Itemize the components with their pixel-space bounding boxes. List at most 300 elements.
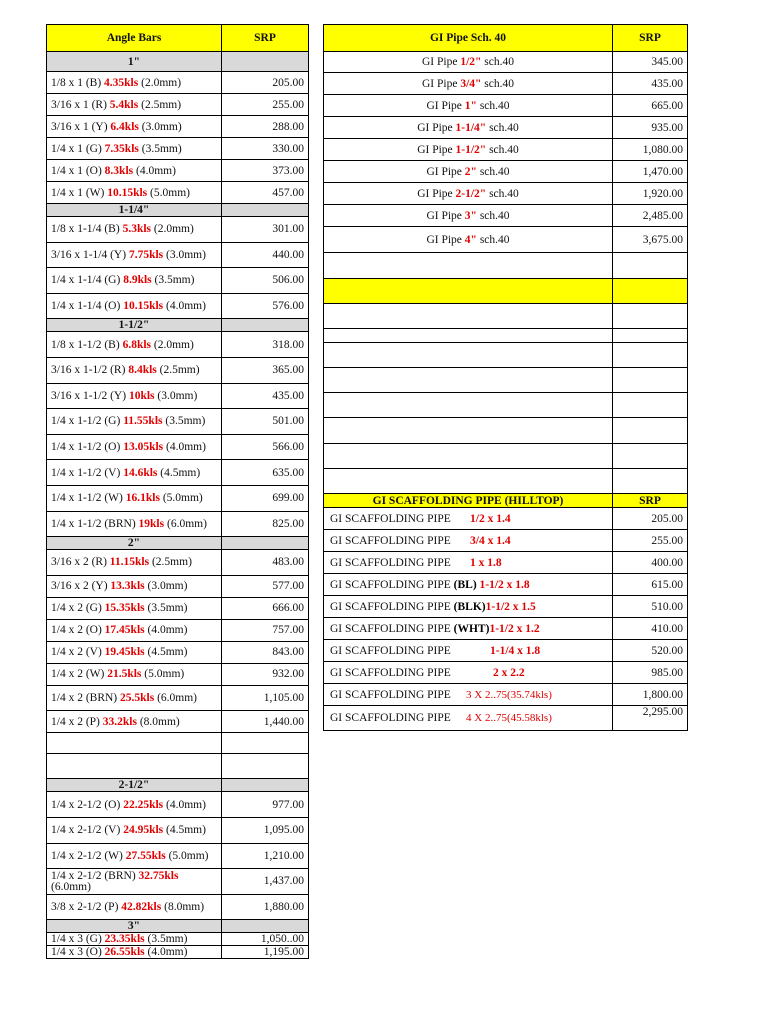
angle-bar-price: 365.00 <box>222 357 309 383</box>
angle-bar-desc <box>47 357 222 383</box>
angle-bar-price: 576.00 <box>222 293 309 319</box>
scaffold-name <box>330 689 470 701</box>
angle-bars-table <box>46 24 309 959</box>
blank-cell <box>47 754 222 779</box>
angle-size: 1/4 x 2-1/2 (BRN) <box>51 869 139 882</box>
angle-section-blank <box>222 779 309 792</box>
angle-size: 3/16 x 2 (R) <box>51 556 110 569</box>
angle-bar-desc <box>47 550 222 576</box>
scaffold-price: 985.00 <box>613 662 688 684</box>
angle-bar-desc <box>47 933 222 946</box>
scaffold-desc <box>324 640 613 662</box>
scaffold-label: GI SCAFFOLDING PIPE <box>330 600 454 613</box>
gi-pipe-desc <box>324 117 613 139</box>
angle-bar-price: 440.00 <box>222 242 309 268</box>
pipe-header-row <box>324 25 688 52</box>
angle-bar-row <box>47 268 309 294</box>
angle-bar-price: 1,210.00 <box>222 843 309 869</box>
pipe-label: GI Pipe <box>426 99 465 112</box>
angle-bar-desc <box>47 792 222 818</box>
angle-bar-row <box>47 242 309 268</box>
angle-weight: 17.45kls <box>104 624 145 637</box>
angle-thickness: (4.0mm) <box>144 624 188 637</box>
blank-cell <box>324 343 613 368</box>
blank-cell <box>613 418 688 444</box>
scaffold-row <box>324 662 688 684</box>
angle-bar-price: 1,440.00 <box>222 711 309 733</box>
scaffold-name <box>330 667 470 679</box>
scaffold-row <box>324 706 688 731</box>
scaffold-price: 1,800.00 <box>613 684 688 706</box>
angle-bar-row <box>47 946 309 959</box>
gi-pipe-price: 435.00 <box>613 73 688 95</box>
scaffold-size: 4 X 2..75(45.58kls) <box>466 712 552 724</box>
angle-size: 3/8 x 2-1/2 (P) <box>51 900 122 913</box>
pipe-schedule: sch.40 <box>481 77 515 90</box>
angle-weight: 10.15kls <box>123 300 164 313</box>
angle-bar-price: 373.00 <box>222 160 309 182</box>
angle-bar-row <box>47 894 309 920</box>
angle-section-title: 1-1/4" <box>47 204 222 217</box>
angle-weight: 13.05kls <box>123 441 164 454</box>
angle-bar-desc <box>47 685 222 711</box>
angle-weight: 8.9kls <box>123 274 152 287</box>
angle-size: 1/4 x 1-1/2 (W) <box>51 492 126 505</box>
scaffold-row <box>324 574 688 596</box>
angle-thickness: (2.5mm) <box>149 556 192 569</box>
angle-bar-row <box>47 94 309 116</box>
angle-size: 1/8 x 1-1/2 (B) <box>51 338 123 351</box>
angle-weight: 11.15kls <box>109 556 150 569</box>
angle-thickness: (5.0mm) <box>147 186 190 199</box>
gi-pipe-desc <box>324 52 613 73</box>
gi-pipe-row <box>324 161 688 183</box>
angle-section-title: 3" <box>47 920 222 933</box>
angle-bar-desc <box>47 242 222 268</box>
pipe-label: GI Pipe <box>417 143 456 156</box>
angle-thickness: (5.0mm) <box>141 668 185 681</box>
angle-bar-desc <box>47 894 222 920</box>
scaffold-size: 1 x 1.8 <box>470 556 502 569</box>
angle-size: 3/16 x 1 (Y) <box>51 120 111 133</box>
angle-bar-row <box>47 641 309 663</box>
scaffold-label: GI SCAFFOLDING PIPE <box>330 644 451 657</box>
angle-bar-row <box>47 357 309 383</box>
scaffold-size: 1-1/2 x 1.2 <box>489 622 540 635</box>
angle-thickness: (4.5mm) <box>157 466 201 479</box>
scaffold-desc <box>324 596 613 618</box>
scaffold-name <box>330 579 480 591</box>
pipe-label: GI Pipe <box>421 77 461 90</box>
angle-section-title: 2" <box>47 537 222 550</box>
angle-bar-price: 1,437.00 <box>222 869 309 895</box>
angle-bar-price: 330.00 <box>222 138 309 160</box>
angle-bar-desc <box>47 383 222 409</box>
angle-thickness: (3.5mm) <box>138 142 182 155</box>
pipe-schedule: sch.40 <box>486 143 519 156</box>
angle-size: 1/4 x 2-1/2 (W) <box>51 849 126 862</box>
angle-weight: 8.3kls <box>104 164 134 177</box>
angle-bar-price: 1,105.00 <box>222 685 309 711</box>
angle-bar-price: 1,095.00 <box>222 817 309 843</box>
blank-cell <box>613 329 688 343</box>
angle-weight: 11.55kls <box>123 415 163 428</box>
angle-thickness: (3.0mm) <box>144 580 188 593</box>
blank-cell <box>324 329 613 343</box>
gi-pipe-desc <box>324 95 613 117</box>
angle-weight: 33.2kls <box>102 715 137 728</box>
scaffold-size: 3 X 2..75(35.74kls) <box>466 688 552 701</box>
scaffold-label: GI SCAFFOLDING PIPE <box>330 578 454 591</box>
pipe-schedule: sch.40 <box>476 209 510 222</box>
angle-size: 1/4 x 1-1/2 (BRN) <box>51 517 139 530</box>
angle-bar-row <box>47 711 309 733</box>
angle-bar-desc <box>47 946 222 959</box>
angle-weight: 19.45kls <box>104 646 145 659</box>
scaffold-size: 2 x 2.2 <box>493 666 525 679</box>
angle-weight: 25.5kls <box>120 692 155 705</box>
angle-weight: 5.4kls <box>109 98 139 111</box>
angle-bar-price: 932.00 <box>222 663 309 685</box>
pipe-blank-row <box>324 304 688 329</box>
angle-header-row <box>47 25 309 52</box>
angle-weight: 4.35kls <box>104 76 139 89</box>
angle-bar-row <box>47 72 309 94</box>
scaffold-size: 3/4 x 1.4 <box>470 534 511 547</box>
gi-pipe-desc <box>324 161 613 183</box>
angle-weight: 21.5kls <box>107 668 142 681</box>
angle-section-blank <box>222 920 309 933</box>
angle-bar-price: 825.00 <box>222 511 309 537</box>
gi-pipe-price: 2,485.00 <box>613 205 688 227</box>
scaffold-price: 615.00 <box>613 574 688 596</box>
angle-size: 1/4 x 2 (O) <box>51 624 105 637</box>
angle-bar-row <box>47 663 309 685</box>
angle-bar-desc <box>47 434 222 460</box>
angle-thickness: (2.0mm) <box>151 338 194 351</box>
angle-weight: 6.4kls <box>110 120 139 133</box>
angle-thickness: (4.5mm) <box>163 824 206 837</box>
scaffold-label: GI SCAFFOLDING PIPE <box>330 712 451 724</box>
scaffold-desc <box>324 530 613 552</box>
angle-thickness: (5.0mm) <box>159 492 203 505</box>
angle-size: 1/4 x 1 (G) <box>51 142 105 155</box>
angle-thickness: (6.0mm) <box>51 880 91 893</box>
angle-bar-price: 255.00 <box>222 94 309 116</box>
scaffold-label: GI SCAFFOLDING PIPE <box>330 666 451 679</box>
angle-size: 3/16 x 2 (Y) <box>51 580 111 593</box>
angle-weight: 15.35kls <box>104 602 145 615</box>
angle-bar-row <box>47 619 309 641</box>
angle-size: 1/4 x 1-1/2 (V) <box>51 466 124 479</box>
angle-section-blank <box>222 537 309 550</box>
angle-bar-row <box>47 182 309 204</box>
angle-bar-price: 757.00 <box>222 619 309 641</box>
angle-bar-desc <box>47 597 222 619</box>
angle-blank-row <box>47 733 309 754</box>
angle-bar-desc <box>47 711 222 733</box>
angle-bar-row <box>47 138 309 160</box>
pipe-blank-row <box>324 253 688 279</box>
angle-bar-row <box>47 550 309 576</box>
scaffold-row <box>324 508 688 530</box>
angle-thickness: (4.0mm) <box>144 946 188 959</box>
scaffold-desc <box>324 618 613 640</box>
highlight-blank-row <box>324 279 688 304</box>
blank-cell <box>613 253 688 279</box>
scaffold-desc <box>324 552 613 574</box>
pipe-label: GI Pipe <box>426 209 465 222</box>
angle-bar-desc <box>47 869 222 895</box>
angle-bar-price: 1,880.00 <box>222 894 309 920</box>
scaffold-price: 510.00 <box>613 596 688 618</box>
angle-section-row <box>47 779 309 792</box>
blank-cell <box>324 393 613 418</box>
blank-cell <box>47 733 222 754</box>
pipe-label: GI Pipe <box>417 121 456 134</box>
angle-bar-price: 666.00 <box>222 597 309 619</box>
angle-thickness: (2.5mm) <box>156 364 200 377</box>
scaffold-label: GI SCAFFOLDING PIPE <box>330 688 451 701</box>
angle-size: 1/4 x 2-1/2 (V) <box>51 824 124 837</box>
angle-size: 3/16 x 1-1/4 (Y) <box>51 248 129 261</box>
angle-bar-desc <box>47 485 222 511</box>
angle-bar-desc <box>47 817 222 843</box>
angle-thickness: (4.0mm) <box>163 441 206 454</box>
angle-thickness: (3.0mm) <box>138 120 182 133</box>
angle-bar-price: 699.00 <box>222 485 309 511</box>
angle-bar-price: 977.00 <box>222 792 309 818</box>
angle-bar-price: 435.00 <box>222 383 309 409</box>
angle-bar-desc <box>47 72 222 94</box>
angle-bar-row <box>47 792 309 818</box>
gi-pipe-desc <box>324 183 613 205</box>
angle-size: 1/4 x 1 (W) <box>51 186 108 199</box>
blank-cell <box>613 368 688 393</box>
blank-cell <box>613 343 688 368</box>
angle-weight: 16.1kls <box>125 492 160 505</box>
scaffold-name <box>330 623 489 635</box>
scaffold-row <box>324 618 688 640</box>
scaffold-desc <box>324 662 613 684</box>
scaffold-header-name: GI SCAFFOLDING PIPE (HILLTOP) <box>324 494 613 508</box>
pipe-size: 2" <box>464 165 477 178</box>
angle-header-price: SRP <box>222 25 309 52</box>
angle-bar-row <box>47 160 309 182</box>
angle-section-row <box>47 319 309 332</box>
angle-thickness: (3.5mm) <box>144 602 188 615</box>
angle-bar-desc <box>47 575 222 597</box>
angle-size: 3/16 x 1-1/2 (R) <box>51 364 129 377</box>
scaffold-price: 410.00 <box>613 618 688 640</box>
scaffold-name <box>330 601 486 613</box>
angle-bar-desc <box>47 641 222 663</box>
blank-cell <box>613 444 688 469</box>
gi-pipe-desc <box>324 139 613 161</box>
pipe-schedule: sch.40 <box>481 56 515 68</box>
angle-size: 1/4 x 3 (O) <box>51 946 105 959</box>
pipe-size: 1/2" <box>460 56 482 68</box>
angle-weight: 26.55kls <box>104 946 145 959</box>
angle-bar-desc <box>47 293 222 319</box>
pipe-blank-row <box>324 469 688 494</box>
angle-bar-desc <box>47 160 222 182</box>
angle-bar-row <box>47 511 309 537</box>
angle-weight: 22.25kls <box>123 798 164 811</box>
angle-thickness: (3.5mm) <box>144 933 188 946</box>
blank-cell <box>324 279 613 304</box>
angle-header-name: Angle Bars <box>47 25 222 52</box>
angle-thickness: (6.0mm) <box>164 517 207 530</box>
scaffold-desc <box>324 684 613 706</box>
angle-bar-price: 843.00 <box>222 641 309 663</box>
blank-cell <box>613 304 688 329</box>
angle-thickness: (4.0mm) <box>133 164 176 177</box>
angle-section-blank <box>222 204 309 217</box>
scaffold-name <box>330 712 470 724</box>
scaffold-label: GI SCAFFOLDING PIPE <box>330 512 451 525</box>
pipe-blank-row <box>324 418 688 444</box>
scaffold-size: 1-1/4 x 1.8 <box>490 644 541 657</box>
gi-pipe-price: 1,920.00 <box>613 183 688 205</box>
angle-size: 1/4 x 2 (P) <box>51 715 103 728</box>
pipe-label: GI Pipe <box>417 187 456 200</box>
angle-thickness: (6.0mm) <box>154 692 198 705</box>
angle-section-title: 1-1/2" <box>47 319 222 332</box>
angle-size: 1/4 x 2 (V) <box>51 646 105 659</box>
angle-weight: 13.3kls <box>110 580 145 593</box>
scaffold-name <box>330 513 470 525</box>
angle-bar-desc <box>47 511 222 537</box>
scaffold-name <box>330 557 470 569</box>
gi-pipe-price: 935.00 <box>613 117 688 139</box>
angle-weight: 14.6kls <box>123 466 158 479</box>
blank-cell <box>324 469 613 494</box>
angle-weight: 6.8kls <box>122 338 152 351</box>
pipe-schedule: sch.40 <box>486 121 519 134</box>
pipe-size: 2-1/2" <box>455 187 487 200</box>
angle-bar-price: 483.00 <box>222 550 309 576</box>
angle-thickness: (4.0mm) <box>163 798 206 811</box>
angle-bar-price: 635.00 <box>222 460 309 486</box>
gi-pipe-price: 665.00 <box>613 95 688 117</box>
scaffold-desc <box>324 508 613 530</box>
gi-pipe-desc <box>324 227 613 253</box>
pipe-label: GI Pipe <box>426 165 465 178</box>
scaffold-name <box>330 645 470 657</box>
angle-size: 1/4 x 3 (G) <box>51 933 105 946</box>
scaffold-color-code: (WHT) <box>453 622 490 635</box>
angle-bar-row <box>47 434 309 460</box>
pipe-blank-row <box>324 343 688 368</box>
pipe-blank-row <box>324 393 688 418</box>
angle-bar-desc <box>47 182 222 204</box>
angle-thickness: (3.5mm) <box>162 415 206 428</box>
angle-size: 1/4 x 1-1/2 (O) <box>51 441 124 454</box>
angle-thickness: (2.0mm) <box>138 76 182 89</box>
blank-cell <box>324 444 613 469</box>
angle-weight: 8.4kls <box>128 364 157 377</box>
scaffold-row <box>324 640 688 662</box>
blank-cell <box>324 304 613 329</box>
gi-pipe-row <box>324 117 688 139</box>
angle-size: 3/16 x 1-1/2 (Y) <box>51 389 129 402</box>
angle-weight: 10kls <box>128 389 155 402</box>
scaffold-price: 400.00 <box>613 552 688 574</box>
pipe-size: 1-1/2" <box>455 143 487 156</box>
blank-cell <box>613 279 688 304</box>
angle-bar-row <box>47 597 309 619</box>
pipe-schedule: sch.40 <box>476 99 510 112</box>
angle-bar-desc <box>47 116 222 138</box>
scaffold-header-row <box>324 494 688 508</box>
pipe-blank-row <box>324 444 688 469</box>
angle-bar-row <box>47 409 309 435</box>
angle-bar-row <box>47 116 309 138</box>
angle-bar-price: 501.00 <box>222 409 309 435</box>
angle-thickness: (2.0mm) <box>151 223 194 236</box>
angle-bar-desc <box>47 460 222 486</box>
blank-cell <box>324 368 613 393</box>
scaffold-size: 1/2 x 1.4 <box>470 512 511 525</box>
pipe-schedule: sch.40 <box>476 165 510 178</box>
pipe-size: 1" <box>464 99 477 112</box>
angle-bar-row <box>47 575 309 597</box>
angle-thickness: (5.0mm) <box>165 849 209 862</box>
angle-thickness: (3.5mm) <box>151 274 195 287</box>
pipe-size: 4" <box>464 233 477 246</box>
gi-pipe-table <box>323 24 688 731</box>
angle-size: 1/4 x 1 (O) <box>51 164 105 177</box>
scaffold-price: 520.00 <box>613 640 688 662</box>
pipe-schedule: sch.40 <box>476 233 510 246</box>
scaffold-header-price: SRP <box>613 494 688 508</box>
gi-pipe-desc <box>324 205 613 227</box>
angle-blank-row <box>47 754 309 779</box>
angle-bar-price: 205.00 <box>222 72 309 94</box>
scaffold-row <box>324 596 688 618</box>
angle-section-blank <box>222 319 309 332</box>
gi-pipe-price: 1,470.00 <box>613 161 688 183</box>
scaffold-name <box>330 535 470 547</box>
gi-pipe-row <box>324 227 688 253</box>
angle-bar-desc <box>47 843 222 869</box>
gi-pipe-price: 1,080.00 <box>613 139 688 161</box>
gi-pipe-row <box>324 52 688 73</box>
scaffold-size: 1-1/2 x 1.5 <box>485 600 536 613</box>
angle-thickness: (2.5mm) <box>138 98 182 111</box>
pipe-size: 1-1/4" <box>455 121 487 134</box>
blank-cell <box>613 393 688 418</box>
angle-section-row <box>47 204 309 217</box>
angle-thickness: (8.0mm) <box>161 900 205 913</box>
angle-size: 1/8 x 1-1/4 (B) <box>51 223 123 236</box>
scaffold-row <box>324 552 688 574</box>
blank-cell <box>222 733 309 754</box>
angle-bar-row <box>47 217 309 243</box>
scaffold-desc <box>324 574 613 596</box>
angle-size: 1/4 x 2 (BRN) <box>51 692 120 705</box>
angle-section-row <box>47 537 309 550</box>
pipe-label: GI Pipe <box>426 233 465 246</box>
angle-bar-row <box>47 460 309 486</box>
scaffold-size: 1-1/2 x 1.8 <box>479 578 530 591</box>
angle-bar-row <box>47 332 309 358</box>
angle-size: 1/4 x 1-1/4 (O) <box>51 300 124 313</box>
scaffold-label: GI SCAFFOLDING PIPE <box>330 556 451 569</box>
gi-pipe-row <box>324 73 688 95</box>
angle-weight: 10.15kls <box>107 186 148 199</box>
